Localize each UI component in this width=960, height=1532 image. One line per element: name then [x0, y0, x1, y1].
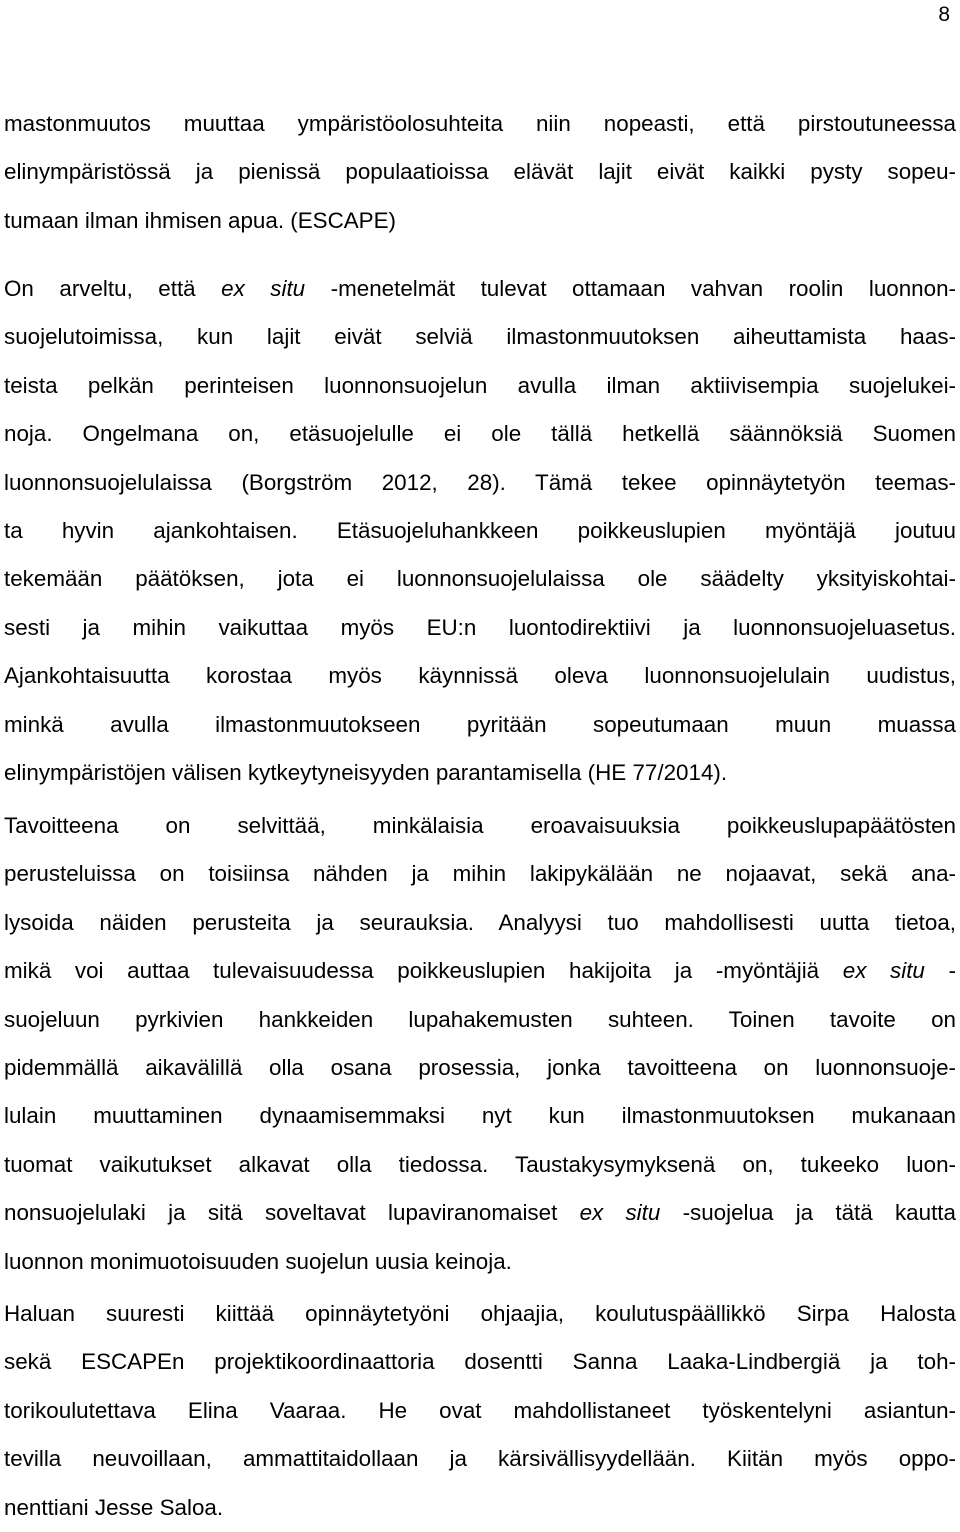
text-segment: ta hyvin ajankohtaisen. Etäsuojeluhankkeen poikkeuslupien myöntäjä joutuu — [4, 517, 956, 543]
text-segment: lulain muuttaminen dynaamisemmaksi nyt kun ilmastonmuutoksen mukanaan — [4, 1103, 956, 1129]
text-line — [4, 749, 956, 797]
text-line — [4, 802, 956, 850]
text-line — [4, 1092, 956, 1140]
text-line — [4, 148, 956, 196]
text-segment: elinympäristöjen välisen kytkeytyneisyyden parantamisella (HE 77/2014). — [4, 759, 728, 785]
text-line — [4, 362, 956, 410]
text-line — [4, 1338, 956, 1386]
text-line — [4, 1484, 956, 1532]
text-line — [4, 701, 956, 749]
text-segment: tuomat vaikutukset alkavat olla tiedossa. Taustakysymyksenä on, tukeeko luon- — [4, 1151, 956, 1177]
text-line — [4, 555, 956, 603]
text-segment: pidemmällä aikavälillä olla osana prosessia, jonka tavoitteena on luonnonsuoje- — [4, 1054, 956, 1080]
text-line — [4, 947, 956, 995]
text-segment: perusteluissa on toisiinsa nähden ja mihin lakipykälään ne nojaavat, sekä ana- — [4, 861, 956, 887]
paragraph-acknowledgements — [4, 1290, 956, 1532]
text-segment: lysoida näiden perusteita ja seurauksia. Analyysi tuo mahdollisesti uutta tietoa, — [4, 909, 956, 935]
text-line — [4, 100, 956, 148]
text-line — [4, 1435, 956, 1483]
text-segment: luonnon monimuotoisuuden suojelun uusia keinoja. — [4, 1248, 512, 1274]
text-segment: Ajankohtaisuutta korostaa myös käynnissä oleva luonnonsuojelulain uudistus, — [4, 663, 956, 689]
text-segment: -suojelua ja tätä kautta — [660, 1200, 956, 1226]
text-segment: -menetelmät tulevat ottamaan vahvan roolin luonnon- — [305, 276, 956, 301]
text-segment: sesti ja mihin vaikuttaa myös EU:n luontodirektiivi ja luonnonsuojeluasetus. — [4, 614, 956, 640]
text-line — [4, 1387, 956, 1435]
italic-term: ex situ — [842, 958, 925, 984]
text-segment: teista pelkän perinteisen luonnonsuojelun avulla ilman aktiivisempia suojelukei- — [4, 372, 956, 398]
text-segment: suojelutoimissa, kun lajit eivät selviä ilmastonmuutoksen aiheuttamista haas- — [4, 324, 956, 350]
text-segment: nenttiani Jesse Saloa. — [4, 1494, 224, 1520]
text-segment: elinympäristössä ja pienissä populaatioissa elävät lajit eivät kaikki pysty sopeu- — [4, 159, 956, 185]
text-segment: sekä ESCAPEn projektikoordinaattoria dosentti Sanna Laaka-Lindbergiä ja toh- — [4, 1349, 956, 1375]
text-line — [4, 996, 956, 1044]
text-segment: minkä avulla ilmastonmuutokseen pyritään sopeutumaan muun muassa — [4, 711, 956, 737]
text-line — [4, 313, 956, 361]
text-segment: noja. Ongelmana on, etäsuojelulle ei ole tällä hetkellä säännöksiä Suomen — [4, 421, 956, 447]
text-segment: luonnonsuojelulaissa (Borgström 2012, 28). Tämä tekee opinnäytetyön teemas- — [4, 469, 956, 495]
paragraph-ex-situ-context — [4, 265, 956, 797]
text-segment: suojeluun pyrkivien hankkeiden lupahakemusten suhteen. Toinen tavoite on — [4, 1006, 956, 1032]
text-line — [4, 507, 956, 555]
text-line — [4, 265, 956, 313]
italic-term: ex situ — [221, 276, 306, 301]
text-segment: mastonmuutos muuttaa ympäristöolosuhteita niin nopeasti, että pirstoutuneessa — [4, 111, 956, 136]
text-line — [4, 1141, 956, 1189]
text-line — [4, 899, 956, 947]
text-segment: Haluan suuresti kiittää opinnäytetyöni ohjaajia, koulutuspäällikkö Sirpa Halosta — [4, 1301, 956, 1326]
text-line — [4, 1189, 956, 1237]
text-line — [4, 604, 956, 652]
text-line — [4, 1290, 956, 1338]
text-segment: tevilla neuvoillaan, ammattitaidollaan ja kärsivällisyydellään. Kiitän myös oppo- — [4, 1446, 956, 1472]
text-segment: mikä voi auttaa tulevaisuudessa poikkeuslupien hakijoita ja -myöntäjiä — [4, 958, 843, 984]
text-segment: nonsuojelulaki ja sitä soveltavat lupaviranomaiset — [4, 1200, 580, 1226]
text-line — [4, 1044, 956, 1092]
text-line — [4, 197, 956, 245]
text-segment: - — [924, 958, 956, 984]
paragraph-objectives — [4, 802, 956, 1286]
text-line — [4, 1238, 956, 1286]
text-line — [4, 410, 956, 458]
text-segment: tumaan ilman ihmisen apua. (ESCAPE) — [4, 207, 397, 233]
text-line — [4, 850, 956, 898]
text-segment: torikoulutettava Elina Vaaraa. He ovat mahdollistaneet työskentelyni asiantun- — [4, 1397, 956, 1423]
text-segment: On arveltu, että — [4, 276, 222, 301]
italic-term: ex situ — [579, 1200, 661, 1226]
page-number: 8 — [938, 3, 950, 26]
paragraph-intro-continuation — [4, 100, 956, 245]
text-line — [4, 652, 956, 700]
text-segment: tekemään päätöksen, jota ei luonnonsuojelulaissa ole säädelty yksityiskohtai- — [4, 566, 956, 592]
text-segment: Tavoitteena on selvittää, minkälaisia eroavaisuuksia poikkeuslupapäätösten — [4, 813, 956, 838]
text-line — [4, 459, 956, 507]
